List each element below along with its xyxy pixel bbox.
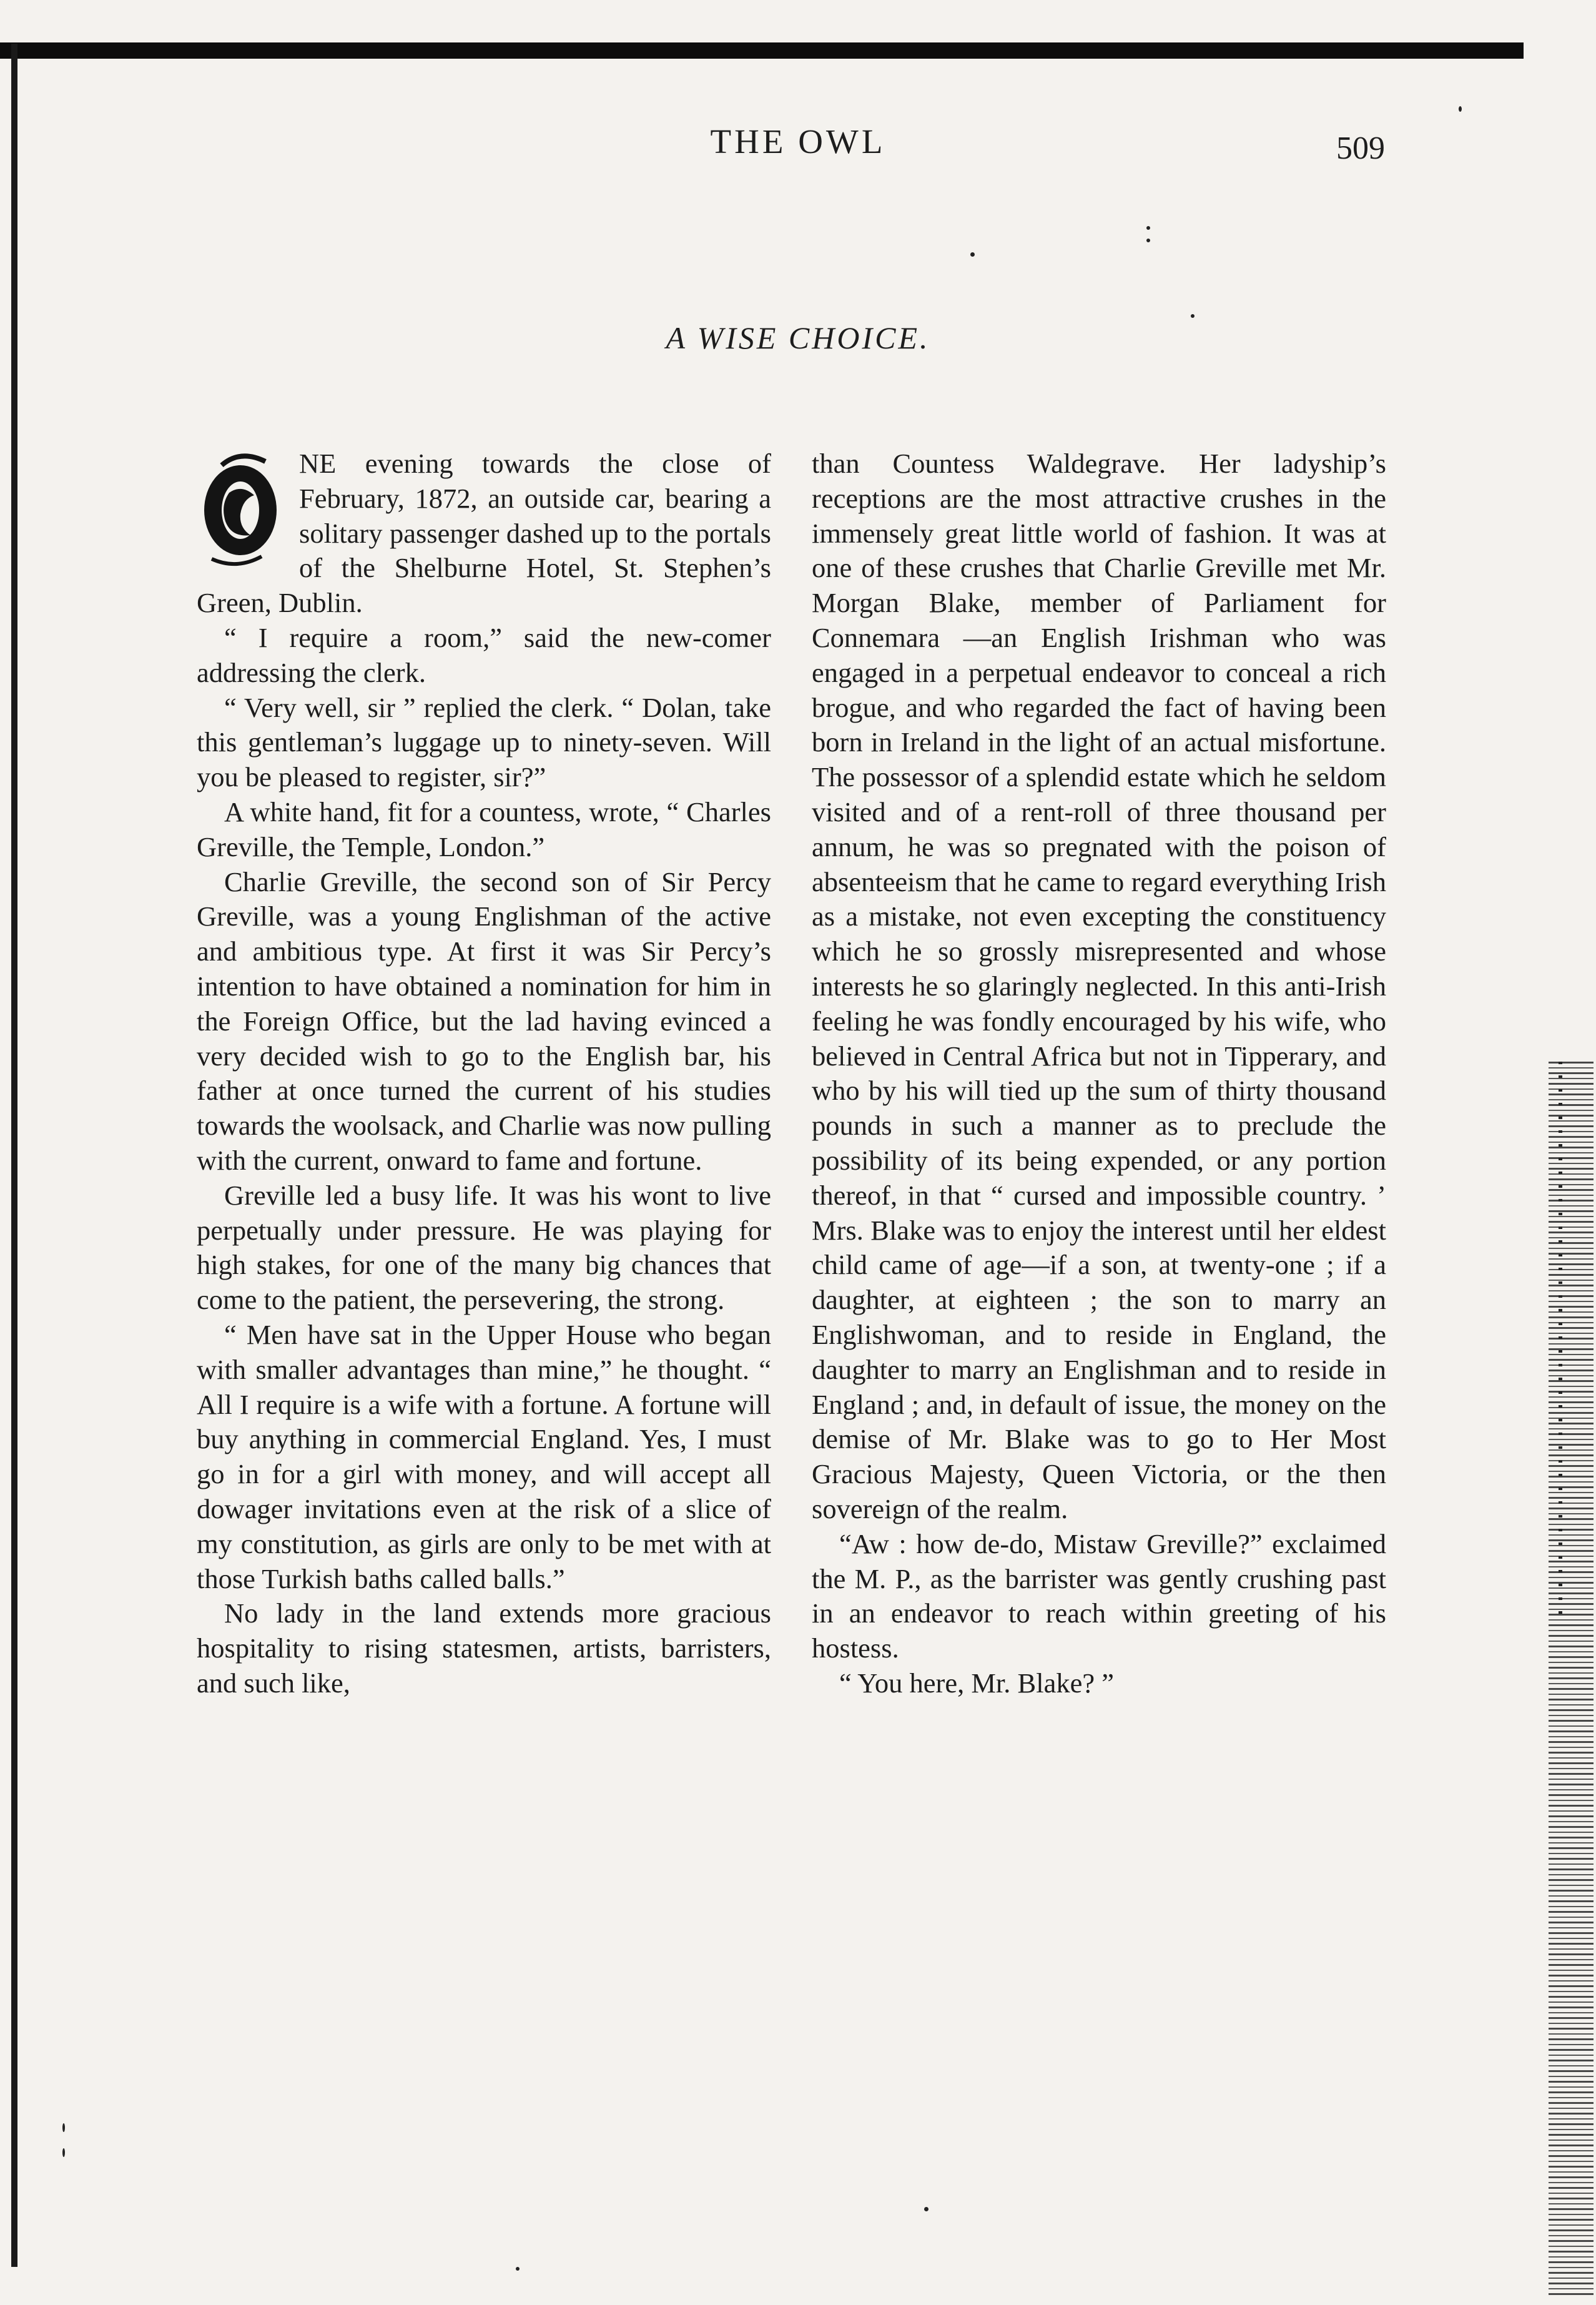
page-edge-shadow bbox=[1549, 1062, 1594, 2298]
paragraph: A white hand, fit for a countess, wrote, “ Charles Greville, the Temple, London.” bbox=[197, 796, 771, 862]
ink-speck bbox=[516, 2267, 520, 2271]
page-edge-marks bbox=[1559, 1062, 1562, 1624]
article-title: A WISE CHOICE. bbox=[666, 320, 930, 355]
text-column-left bbox=[197, 447, 771, 1701]
drop-cap-ornament bbox=[197, 448, 290, 573]
ink-speck bbox=[1459, 106, 1462, 112]
paragraph: NE evening towards the close of February, 1872, an outside car, bearing a solitary passenger dashed up to the portals of the Shelburne Hotel, St. Stephen’s Green, Dublin. bbox=[197, 448, 771, 619]
ink-speck bbox=[1146, 226, 1150, 230]
paragraph: than Countess Waldegrave. Her ladyship’s receptions are the most attractive crushes in the immensely great little world of fashion. It was at one of these crushes that Charlie Greville met Mr. Morgan Blake, member of Parliament for Connemara —an English Irishman who was engaged in a perpetual endeavor to conceal a rich brogue, and who regarded the fact of having been born in Ireland in the light of an actual misfortune. The possessor of a splendid estate which he seldom visited and of a rent-roll of three thousand per annum, he was so pregnated with the poison of absenteeism that he came to regard everything Irish as a mistake, not even excepting the constituency which he so grossly misrepresented and whose interests he so glaringly neglected. In this anti-Irish feeling he was fondly encouraged by his wife, who believed in Central Africa but not in Tipperary, and who by his will tied up the sum of thirty thousand pounds in such a manner as to preclude the possibility of its being expended, or any portion thereof, in that “ cursed and impossible country. ’ Mrs. Blake was to enjoy the interest until her eldest child came of age—if a son, at twenty-one ; if a daughter, at eighteen ; the son to marry an Englishwoman, and to reside in England, the daughter to marry an Englishman and to reside in England ; and, in default of issue, the money on the demise of Mr. Blake was to go to Her Most Gracious Majesty, Queen Victoria, or the then sovereign of the realm. bbox=[812, 448, 1386, 1524]
paragraph: “ You here, Mr. Blake? ” bbox=[839, 1667, 1114, 1699]
top-border-rule bbox=[0, 42, 1524, 59]
page-number: 509 bbox=[1336, 131, 1385, 166]
ink-speck bbox=[62, 2148, 65, 2157]
paragraph: Greville led a busy life. It was his wont to live perpetually under pressure. He was playing for high stakes, for one of the many big chances that come to the patient, the persevering, the strong. bbox=[197, 1179, 771, 1316]
paragraph: “ I require a room,” said the new-comer addressing the clerk. bbox=[197, 621, 771, 688]
text-column-right bbox=[812, 447, 1386, 1701]
paragraph: “Aw : how de-do, Mistaw Greville?” exclaimed the M. P., as the barrister was gently crushing past in an endeavor to reach within greeting of his hostess. bbox=[812, 1528, 1386, 1664]
paragraph: “ Very well, sir ” replied the clerk. “ Dolan, take this gentleman’s luggage up to ninety-seven. Will you be pleased to register, sir?” bbox=[197, 691, 771, 793]
ink-speck bbox=[970, 252, 975, 257]
ink-speck bbox=[1146, 239, 1150, 242]
running-title: THE OWL bbox=[710, 122, 886, 160]
paragraph: No lady in the land extends more gracious hospitality to rising statesmen, artists, barristers, and such like, bbox=[197, 1597, 771, 1699]
paragraph: “ Men have sat in the Upper House who began with smaller advantages than mine,” he thought. “ All I require is a wife with a fortune. A fortune will buy anything in commercial England. Yes, I must go in for a girl with money, and will accept all dowager invitations even at the risk of a slice of my constitution, as girls are only to be met with at those Turkish baths called balls.” bbox=[197, 1318, 771, 1594]
left-border-rule bbox=[11, 44, 17, 2267]
ink-speck bbox=[1191, 314, 1195, 318]
ink-speck bbox=[924, 2207, 929, 2211]
ink-speck bbox=[62, 2123, 65, 2132]
paragraph: Charlie Greville, the second son of Sir Percy Greville, was a young Englishman of the active and ambitious type. At first it was Sir Percy’s intention to have obtained a nomination for him in the Foreign Office, but the lad having evinced a very decided wish to go to the English bar, his father at once turned the current of his studies towards the woolsack, and Charlie was now pulling with the current, onward to fame and fortune. bbox=[197, 866, 771, 1176]
